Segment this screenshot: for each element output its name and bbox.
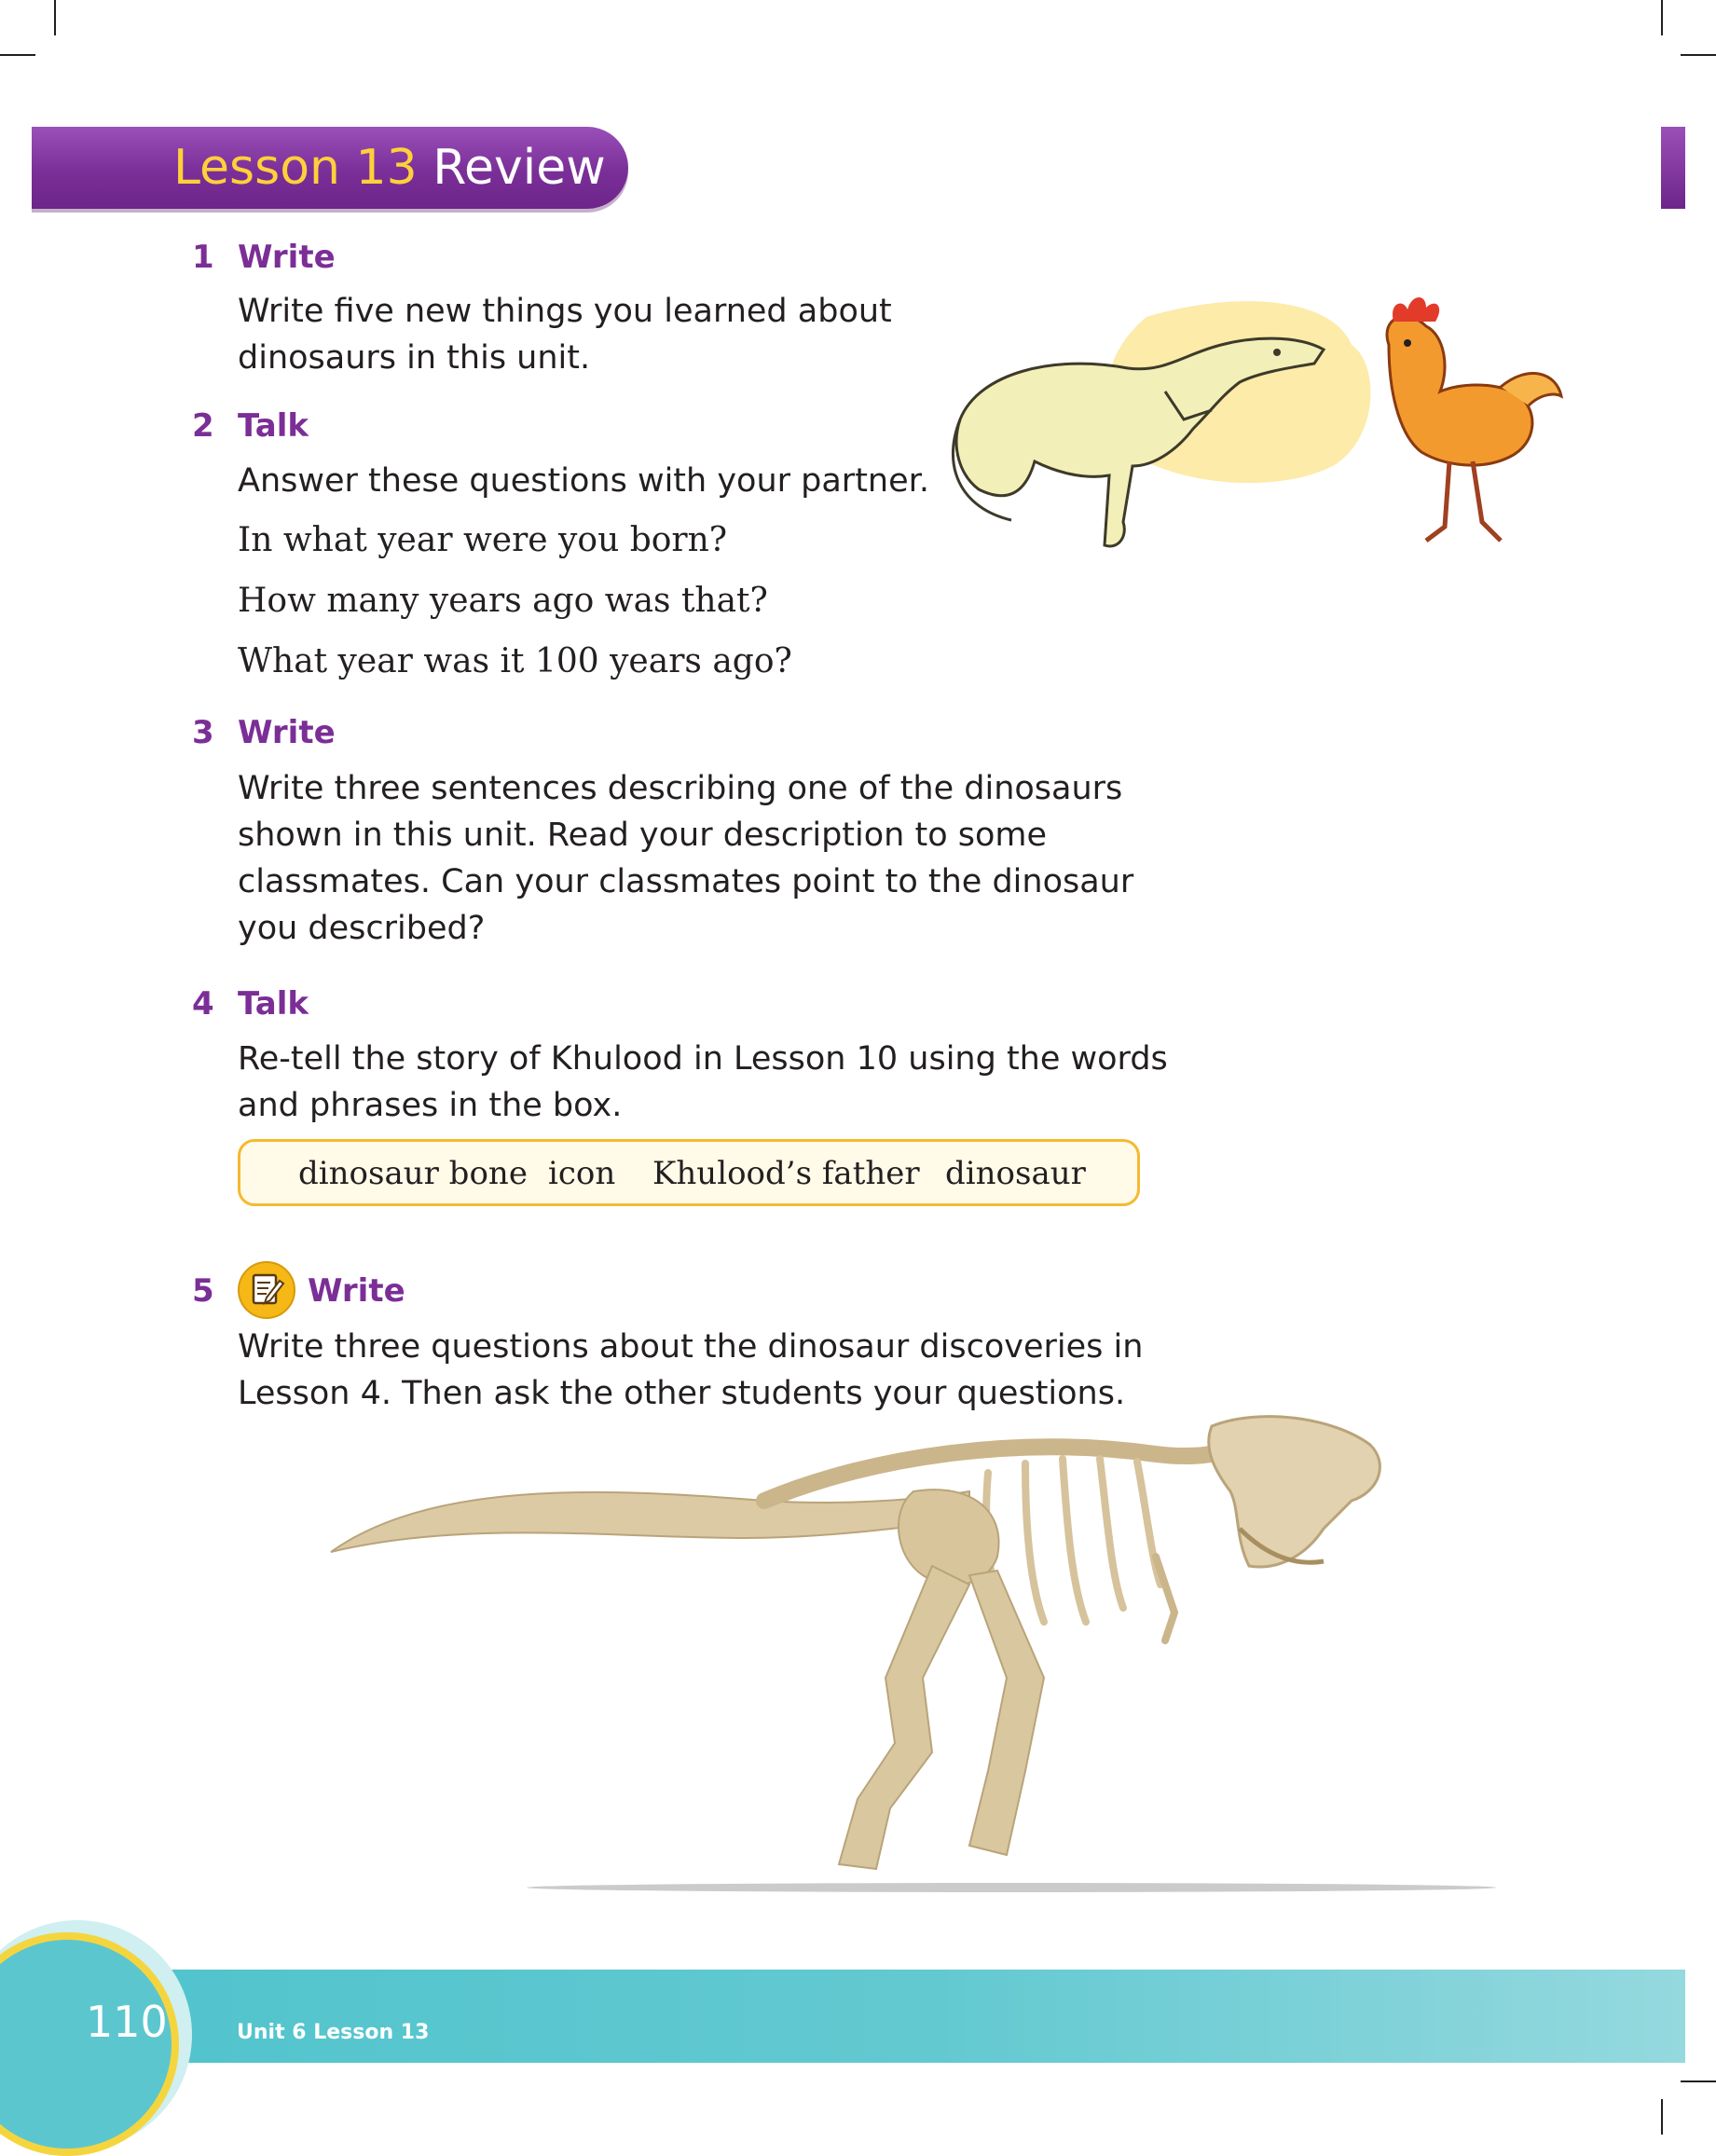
word-box	[238, 1139, 1140, 1206]
word-box-item: dinosaur	[945, 1155, 1086, 1192]
activity-number: 3	[192, 714, 214, 751]
edge-tab	[1661, 127, 1685, 209]
skeleton-arm	[1156, 1557, 1174, 1641]
ground-shadow	[527, 1883, 1496, 1892]
t-rex-skeleton-illustration	[317, 1398, 1519, 1902]
skeleton-leg-front	[969, 1571, 1044, 1855]
page-number: 110	[86, 1997, 168, 2047]
crop-mark	[1661, 0, 1663, 35]
activity-text: Lesson 4. Then ask the other students your questions.	[238, 1375, 1126, 1412]
activity-text: Re-tell the story of Khulood in Lesson 10 using the words	[238, 1040, 1168, 1078]
word-box-item: icon	[548, 1155, 616, 1192]
activity-text: you described?	[238, 910, 486, 947]
question-item: How many years ago was that?	[238, 582, 768, 620]
crop-mark	[54, 0, 56, 35]
activity-text: Write three sentences describing one of the dinosaurs	[238, 770, 1123, 807]
lesson-number: Lesson 13	[173, 140, 418, 196]
dinosaur-eye	[1273, 349, 1281, 356]
activity-text: Write five new things you learned about	[238, 293, 892, 330]
question-item: In what year were you born?	[238, 521, 728, 559]
activity-title: Write	[238, 239, 336, 276]
rooster-comb	[1393, 297, 1439, 322]
writing-pad-icon	[237, 1260, 296, 1320]
activity-text: Write three questions about the dinosaur discoveries in	[238, 1328, 1144, 1366]
activity-number: 2	[192, 407, 214, 445]
activity-text: classmates. Can your classmates point to the dinosaur	[238, 863, 1134, 900]
activity-number: 4	[192, 985, 214, 1023]
footer-label: Unit 6 Lesson 13	[237, 2021, 430, 2044]
skeleton-spine	[764, 1447, 1240, 1501]
rooster-eye	[1404, 339, 1411, 347]
activity-number: 5	[192, 1272, 214, 1310]
activity-title: Write	[308, 1272, 405, 1310]
activity-text: and phrases in the box.	[238, 1087, 623, 1124]
crop-mark	[1661, 2099, 1663, 2135]
review-label: Review	[432, 140, 606, 196]
skeleton-leg-rear	[839, 1566, 969, 1869]
activity-title: Talk	[238, 407, 309, 445]
dinosaur-and-rooster-illustration	[941, 280, 1585, 597]
activity-text: shown in this unit. Read your description to some	[238, 817, 1048, 854]
rooster-legs	[1426, 461, 1501, 541]
activity-number: 1	[192, 239, 214, 276]
skeleton-tail	[331, 1491, 969, 1552]
word-box-item: dinosaur bone	[298, 1155, 528, 1192]
activity-title: Write	[238, 714, 336, 751]
crop-mark	[1681, 2080, 1716, 2082]
activity-text: Answer these questions with your partner.	[238, 462, 929, 500]
page-title	[173, 138, 606, 198]
crop-mark	[0, 54, 35, 56]
footer-bar	[32, 1970, 1685, 2063]
word-box-item: Khulood’s father	[652, 1155, 920, 1192]
question-item: What year was it 100 years ago?	[238, 642, 792, 680]
skeleton-ribs	[986, 1459, 1160, 1622]
skeleton-skull	[1209, 1417, 1380, 1567]
activity-title: Talk	[238, 985, 309, 1023]
activity-text: dinosaurs in this unit.	[238, 339, 591, 377]
crop-mark	[1681, 54, 1716, 56]
